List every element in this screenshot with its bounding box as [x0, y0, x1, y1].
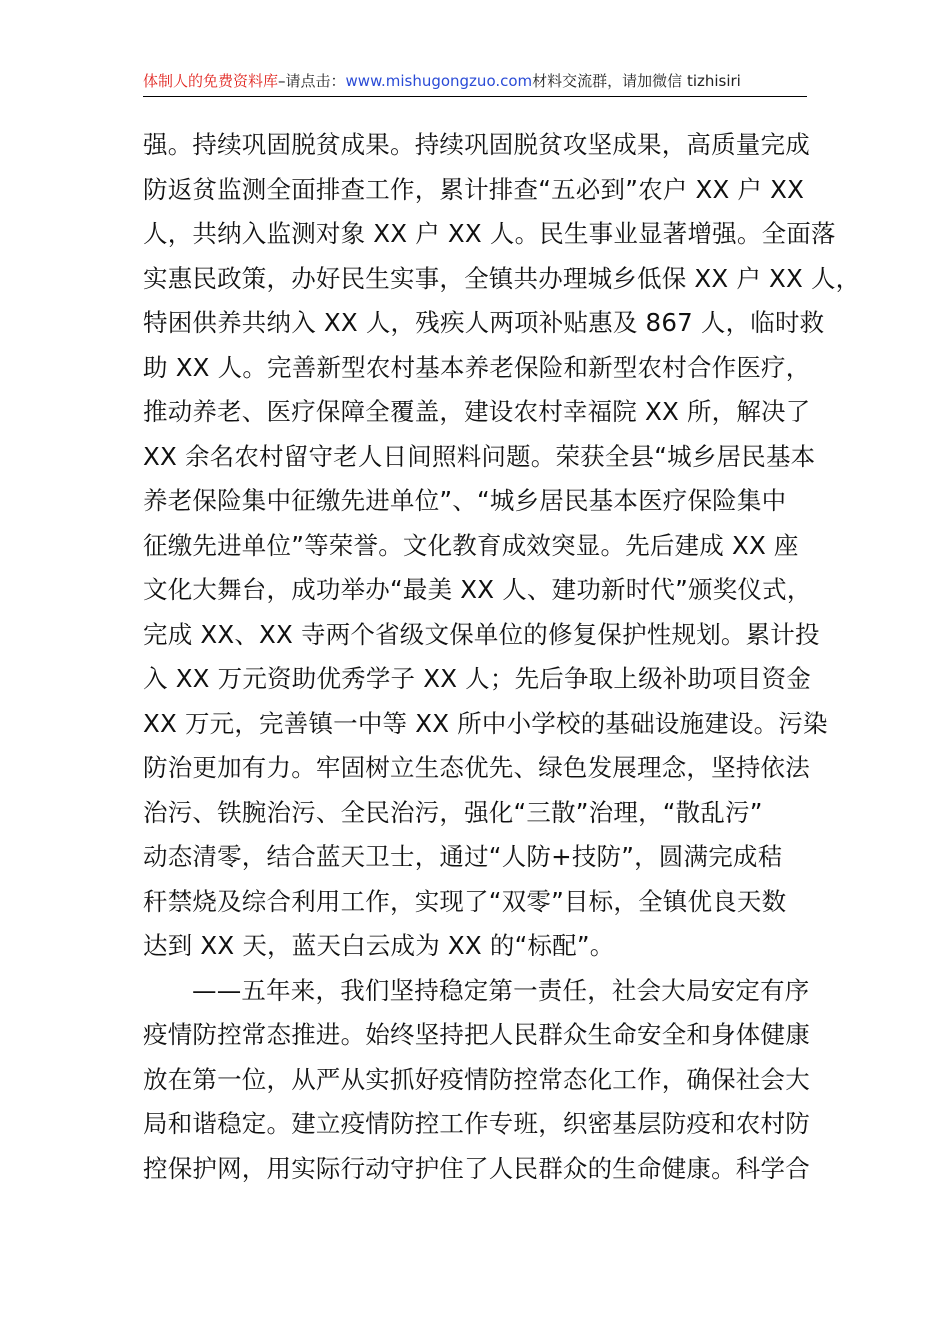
text-line: 强。持续巩固脱贫成果。持续巩固脱贫攻坚成果，高质量完成	[143, 130, 810, 159]
header-brand: 体制人的免费资料库	[143, 72, 279, 90]
text-line: 动态清零，结合蓝天卫士，通过“人防+技防”，圆满完成秸	[143, 842, 783, 871]
header-url-link[interactable]: www.mishugongzuo.com	[345, 72, 533, 90]
text-line: 防治更加有力。牢固树立生态优先、绿色发展理念，坚持依法	[143, 753, 810, 782]
text-line: 助 XX 人。完善新型农村基本养老保险和新型农村合作医疗，	[143, 352, 811, 382]
text-line: XX 万元，完善镇一中等 XX 所中小学校的基础设施建设。污染	[143, 708, 828, 738]
text-line: 征缴先进单位”等荣誉。文化教育成效突显。先后建成 XX 座	[143, 530, 799, 560]
body-text	[143, 123, 861, 1191]
header-contact: 材料交流群，请加微信 tizhisiri	[532, 72, 741, 90]
text-line: 文化大舞台，成功举办“最美 XX 人、建功新时代”颁奖仪式，	[143, 575, 812, 604]
text-line: 特困供养共纳入 XX 人，残疾人两项补贴惠及 867 人，临时救	[143, 308, 825, 337]
text-line: 完成 XX、XX 寺两个省级文保单位的修复保护性规划。累计投	[143, 619, 820, 649]
header-prompt: –请点击：	[278, 72, 346, 90]
text-line: 人，共纳入监测对象 XX 户 XX 人。民生事业显著增强。全面落	[143, 219, 836, 248]
text-line: 推动养老、医疗保障全覆盖，建设农村幸福院 XX 所，解决了	[143, 397, 811, 426]
paragraph-start-line: ——五年来，我们坚持稳定第一责任，社会大局安定有序	[192, 975, 810, 1005]
text-line: 达到 XX 天，蓝天白云成为 XX 的“标配”。	[143, 931, 615, 960]
text-line: 实惠民政策，办好民生实事，全镇共办理城乡低保 XX 户 XX 人，	[143, 263, 861, 293]
text-line: 放在第一位，从严从实抓好疫情防控常态化工作，确保社会大	[143, 1064, 810, 1094]
text-line: 养老保险集中征缴先进单位”、“城乡居民基本医疗保险集中	[143, 486, 787, 515]
text-line: 入 XX 万元资助优秀学子 XX 人；先后争取上级补助项目资金	[143, 664, 811, 693]
text-line: 治污、铁腕治污、全民治污，强化“三散”治理，“散乱污”	[143, 797, 763, 827]
text-line: 疫情防控常态推进。始终坚持把人民群众生命安全和身体健康	[143, 1020, 810, 1049]
text-line: 局和谐稳定。建立疫情防控工作专班，织密基层防疫和农村防	[143, 1109, 810, 1138]
text-line: 控保护网，用实际行动守护住了人民群众的生命健康。科学合	[143, 1153, 810, 1183]
page-header	[143, 66, 807, 97]
text-line: XX 余名农村留守老人日间照料问题。荣获全县“城乡居民基本	[143, 441, 816, 471]
text-line: 防返贫监测全面排查工作，累计排查“五必到”农户 XX 户 XX	[143, 174, 805, 204]
text-line: 秆禁烧及综合利用工作，实现了“双零”目标，全镇优良天数	[143, 886, 787, 916]
